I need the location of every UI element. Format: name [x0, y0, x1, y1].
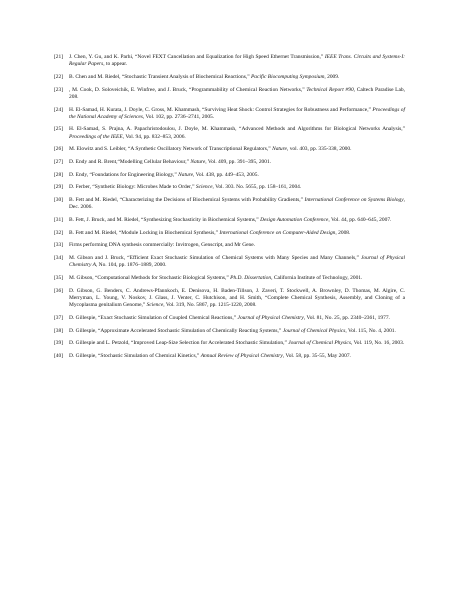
reference-venue: Nature — [178, 171, 194, 178]
reference-title: “Modelling Cellular Behaviour,” — [117, 159, 191, 166]
reference-title: “A Synthetic Oscillatory Network of Transcriptional Regulators,” — [127, 146, 273, 153]
reference-authors: D. Endy, — [69, 171, 90, 178]
reference-title: “Complete Chemical Synthesis, Assembly, and Cloning of a Mycoplasma genitalium Genome,” — [69, 294, 405, 309]
reference-number: [27] — [54, 159, 64, 166]
reference-text — [69, 353, 405, 360]
reference-entry — [54, 184, 405, 191]
reference-details: , Caltech Paradise Lab, 208. — [69, 86, 406, 100]
reference-venue: International Conference on Computer-Aided Design — [219, 229, 336, 236]
reference-number: [21] — [54, 54, 64, 60]
reference-text — [69, 230, 405, 237]
reference-text — [69, 184, 405, 191]
reference-number: [33] — [54, 242, 64, 249]
reference-title: “Programmability of Chemical Reaction Networks,” — [188, 86, 307, 93]
reference-venue: Journal of Chemical Physics — [282, 327, 346, 334]
reference-authors: B. Fett and M. Riedel, — [69, 197, 120, 204]
reference-text — [69, 315, 405, 322]
reference-authors: M. Gibson and J. Bruck, — [69, 255, 128, 262]
reference-entry — [54, 197, 405, 211]
reference-text — [69, 87, 405, 101]
reference-details: , Vol. 303. No. 5655, pp. 158–161, 2004. — [212, 184, 302, 191]
reference-entry — [54, 217, 405, 224]
reference-authors: B. Fett and M. Riedel, — [69, 229, 119, 236]
reference-title: “Novel FEXT Cancellation and Equalization for High Speed Ethernet Transmission,” — [135, 54, 325, 60]
reference-details: , Vol. 438, pp. 449–453, 2005. — [193, 171, 259, 178]
reference-authors: Firms performing DNA synthesis commercially: Invitrogen, Genscript, and Mr Gene. — [69, 242, 256, 249]
reference-venue: Journal of Chemical Physics — [288, 340, 351, 347]
reference-entry — [54, 87, 405, 101]
reference-details: , Vol. 102, pp. 2736–2741, 2005. — [142, 113, 215, 120]
reference-text — [69, 275, 405, 282]
reference-number: [29] — [54, 184, 64, 191]
reference-entry — [54, 54, 405, 68]
reference-entry — [54, 315, 405, 322]
reference-venue: Nature — [272, 146, 287, 153]
reference-title: “Computational Methods for Stochastic Biological Systems,” — [94, 275, 231, 282]
reference-number: [37] — [54, 314, 64, 321]
reference-number: [40] — [54, 352, 64, 359]
reference-venue: Journal of Physical Chemistry A — [69, 255, 405, 269]
reference-details: , to appear. — [103, 61, 128, 68]
reference-details: , Vol. 94, pp. 832–853, 2006. — [122, 133, 186, 140]
reference-venue: Journal of Physical Chemistry — [237, 314, 304, 321]
reference-authors: H. El-Samad, H. Kurata, J. Doyle, C. Gross, M. Khammash, — [69, 106, 202, 113]
reference-title: “Efficient Exact Stochastic Simulation of Chemical Systems with Many Species and Many Channels,” — [127, 255, 361, 262]
reference-text — [69, 74, 405, 81]
reference-authors: B. Fett, J. Bruck, and M. Riedel, — [69, 217, 142, 224]
reference-text — [69, 255, 405, 269]
reference-details: , Vol. 81, No. 25, pp. 2340–2361, 1977. — [303, 314, 390, 321]
reference-text — [69, 340, 405, 347]
reference-authors: D. Gillespie, — [69, 314, 98, 321]
reference-number: [32] — [54, 229, 64, 236]
reference-venue: Annual Review of Physical Chemistry — [200, 352, 283, 359]
reference-text — [69, 54, 405, 68]
reference-details: , Vol. 119, No. 16, 2003. — [350, 340, 405, 347]
reference-details: , 2009. — [324, 73, 340, 80]
reference-authors: M. Elowitz and S. Leibler, — [69, 146, 128, 153]
reference-number: [38] — [54, 327, 64, 334]
reference-venue: Science — [195, 184, 213, 191]
reference-entry — [54, 172, 405, 179]
reference-details: , Vol. 58, pp. 35-55, May 2007. — [282, 352, 351, 359]
reference-number: [28] — [54, 171, 64, 178]
reference-text — [69, 107, 405, 121]
reference-entry — [54, 288, 405, 310]
reference-entry — [54, 126, 405, 140]
reference-number: [22] — [54, 73, 64, 80]
reference-title: “Stochastic Transient Analysis of Biochemical Reactions,” — [121, 73, 251, 80]
reference-venue: Technical Report #90 — [306, 86, 354, 93]
reference-title: “Improved Leap-Size Selection for Accelerated Stochastic Simulation,” — [130, 340, 289, 347]
reference-venue: Design Automation Conference — [260, 217, 329, 224]
reference-entry — [54, 74, 405, 81]
reference-details: , 2008. — [335, 229, 351, 236]
reference-text — [69, 197, 405, 211]
reference-authors: J. Chen, Y. Gu, and K. Parhi, — [69, 54, 135, 60]
reference-authors: D. Endy and R. Brent, — [69, 159, 118, 166]
reference-text — [69, 242, 405, 249]
reference-number: [26] — [54, 146, 64, 153]
reference-authors: , M. Cook, D. Soloveichik, E. Winfree, and J. Bruck, — [69, 86, 189, 93]
reference-venue: Nature — [190, 159, 206, 166]
reference-text — [69, 328, 405, 335]
reference-text — [69, 288, 405, 310]
reference-text — [69, 172, 405, 179]
reference-title: “Surviving Heat Shock: Control Strategies for Robustness and Performance,” — [201, 106, 373, 113]
reference-entry — [54, 242, 405, 249]
reference-details: , No. 104, pp. 1876–1889, 2000. — [95, 262, 167, 269]
reference-text — [69, 126, 405, 140]
reference-entry — [54, 340, 405, 347]
reference-entry — [54, 146, 405, 153]
reference-text — [69, 146, 405, 153]
reference-number: [30] — [54, 197, 64, 204]
reference-authors: D. Ferber, — [69, 184, 93, 191]
reference-title: “Approximate Accelerated Stochastic Simulation of Chemically Reacting Systems,” — [98, 327, 283, 334]
reference-title: “Advanced Methods and Algorithms for Biological Networks Analysis,” — [239, 126, 406, 133]
reference-entry — [54, 353, 405, 360]
reference-details: , California Institute of Technology, 2001. — [271, 275, 363, 282]
reference-entry — [54, 107, 405, 121]
reference-authors: D. Gillespie, — [69, 352, 98, 359]
reference-title: “Synthetic Biology: Microbes Made to Order,” — [92, 184, 196, 191]
reference-details: , vol. 403, pp. 335-338, 2000. — [286, 146, 352, 153]
reference-title: “Exact Stochastic Simulation of Coupled Chemical Reactions,” — [98, 314, 238, 321]
reference-number: [24] — [54, 106, 64, 113]
reference-text — [69, 159, 405, 166]
reference-authors: B. Chen and M. Riedel, — [69, 73, 122, 80]
reference-title: “Stochastic Simulation of Chemical Kinetics,” — [98, 352, 201, 359]
reference-number: [31] — [54, 217, 64, 224]
reference-number: [23] — [54, 86, 64, 93]
reference-venue: IEEE Trans. Circuits and Systems-I: Regular Papers — [69, 54, 405, 68]
reference-details: , Vol. 115, No. 4, 2001. — [345, 327, 396, 334]
reference-venue: Proceedings of the IEEE — [69, 133, 123, 140]
reference-number: [34] — [54, 255, 64, 262]
reference-venue: Science — [146, 302, 164, 309]
reference-title: “Module Locking in Biochemical Synthesis,” — [118, 229, 220, 236]
reference-number: [39] — [54, 340, 64, 347]
reference-venue: Pacific Biocomputing Symposium — [250, 73, 325, 80]
reference-list — [54, 54, 405, 360]
reference-venue: International Conference on Systems Biology — [304, 197, 404, 204]
reference-details: , Dec. 2006. — [69, 197, 406, 211]
reference-authors: M. Gibson, — [69, 275, 95, 282]
reference-details: , Vol. 319, No. 5867, pp. 1215-1220, 2008. — [163, 302, 257, 309]
reference-entry — [54, 328, 405, 335]
reference-authors: D. Gillespie, — [69, 327, 98, 334]
reference-venue: Proceedings of the National Academy of Sciences — [69, 106, 405, 120]
reference-text — [69, 217, 405, 224]
reference-venue: Ph.D. Dissertation — [230, 275, 272, 282]
reference-details: , Vol. 409, pp. 391–395, 2001. — [205, 159, 272, 166]
reference-entry — [54, 230, 405, 237]
reference-entry — [54, 275, 405, 282]
reference-entry — [54, 255, 405, 269]
reference-title: “Characterizing the Decisions of Biochemical Systems with Probability Gradients,” — [119, 197, 305, 204]
reference-authors: D. Gillespie and L. Petzold, — [69, 340, 131, 347]
reference-details: , Vol. 44, pp. 640–645, 2007. — [328, 217, 392, 224]
reference-number: [25] — [54, 126, 64, 133]
reference-authors: H. El-Samad, S. Prajna, A. Papachristodoulou, J. Doyle, M. Khammash, — [69, 126, 240, 133]
reference-title: “Synthesizing Stochasticity in Biochemical Systems,” — [141, 217, 261, 224]
reference-number: [36] — [54, 287, 64, 294]
reference-entry — [54, 159, 405, 166]
reference-number: [35] — [54, 275, 64, 282]
reference-authors: D. Gibson, G. Benders, C. Andrews-Pfannkoch, E. Denisova, H. Baden-Tillson, J. Zaveri, T. Stockwell, A. Brownley, D. Thomas, M. Algire, C. Merryman, L. Young, V. Noskov, J. Glass, J. Venter, C. Hutchison, and H. Smith, — [69, 287, 405, 301]
reference-title: “Foundations for Engineering Biology,” — [89, 171, 179, 178]
